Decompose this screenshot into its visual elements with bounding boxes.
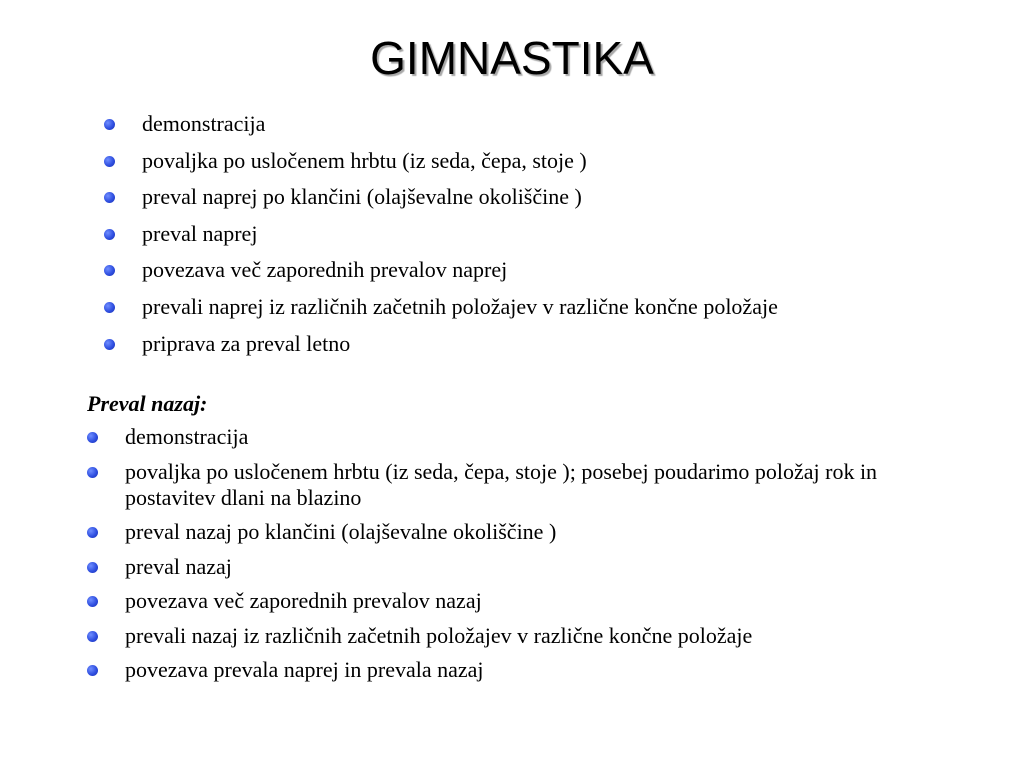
bullet-icon bbox=[87, 665, 98, 676]
section-heading-backward-roll: Preval nazaj: bbox=[87, 391, 208, 416]
list-item bbox=[87, 424, 967, 450]
list-item-text: demonstracija bbox=[142, 111, 266, 136]
list-item-text: preval nazaj po klančini (olajševalne okoliščine ) bbox=[125, 519, 557, 544]
bullet-icon bbox=[104, 339, 115, 350]
list-item bbox=[87, 657, 967, 683]
list-item bbox=[87, 554, 967, 580]
list-item bbox=[87, 459, 967, 511]
list-item bbox=[104, 291, 984, 328]
list-item-text: povaljka po usločenem hrbtu (iz seda, čepa, stoje ) bbox=[142, 147, 587, 173]
list-item-text: prevali nazaj iz različnih začetnih položajev v različne končne položaje bbox=[125, 622, 753, 648]
list-item-text: preval nazaj bbox=[125, 553, 232, 579]
list-item bbox=[104, 254, 984, 291]
bullet-icon bbox=[104, 229, 115, 240]
list-item-text: preval naprej po klančini (olajševalne okoliščine ) bbox=[142, 184, 582, 210]
bullet-icon bbox=[87, 527, 98, 538]
slide-title: GIMNASTIKA bbox=[370, 32, 654, 84]
list-item-text: priprava za preval letno bbox=[142, 330, 351, 356]
bullet-icon bbox=[104, 119, 115, 130]
bullet-icon bbox=[104, 192, 115, 203]
bullet-icon bbox=[104, 265, 115, 276]
list-item bbox=[104, 181, 984, 218]
bullet-icon bbox=[87, 596, 98, 607]
bullet-icon bbox=[104, 302, 115, 313]
list-item-text: povaljka po usločenem hrbtu (iz seda, čepa, stoje ); posebej poudarimo položaj rok in postavitev dlani na blazino bbox=[125, 458, 878, 510]
bullet-icon bbox=[87, 467, 98, 478]
bullet-icon bbox=[87, 432, 98, 443]
bullet-list-forward-roll bbox=[104, 108, 984, 364]
bullet-icon bbox=[87, 562, 98, 573]
list-item-text: preval naprej bbox=[142, 220, 258, 246]
list-item bbox=[87, 623, 967, 649]
bullet-icon bbox=[104, 156, 115, 167]
list-item-text: povezava prevala naprej in prevala nazaj bbox=[125, 657, 484, 682]
list-item-text: prevali naprej iz različnih začetnih položajev v različne končne položaje bbox=[142, 293, 778, 319]
list-item bbox=[104, 218, 984, 255]
bullet-icon bbox=[87, 631, 98, 642]
list-item-text: povezava več zaporednih prevalov nazaj bbox=[125, 588, 482, 613]
list-item bbox=[87, 519, 967, 545]
list-item bbox=[104, 145, 984, 182]
list-item-text: demonstracija bbox=[125, 424, 249, 449]
list-item bbox=[104, 108, 984, 145]
list-item bbox=[87, 588, 967, 614]
list-item bbox=[104, 328, 984, 365]
list-item-text: povezava več zaporednih prevalov naprej bbox=[142, 257, 508, 283]
bullet-list-backward-roll bbox=[87, 424, 967, 692]
